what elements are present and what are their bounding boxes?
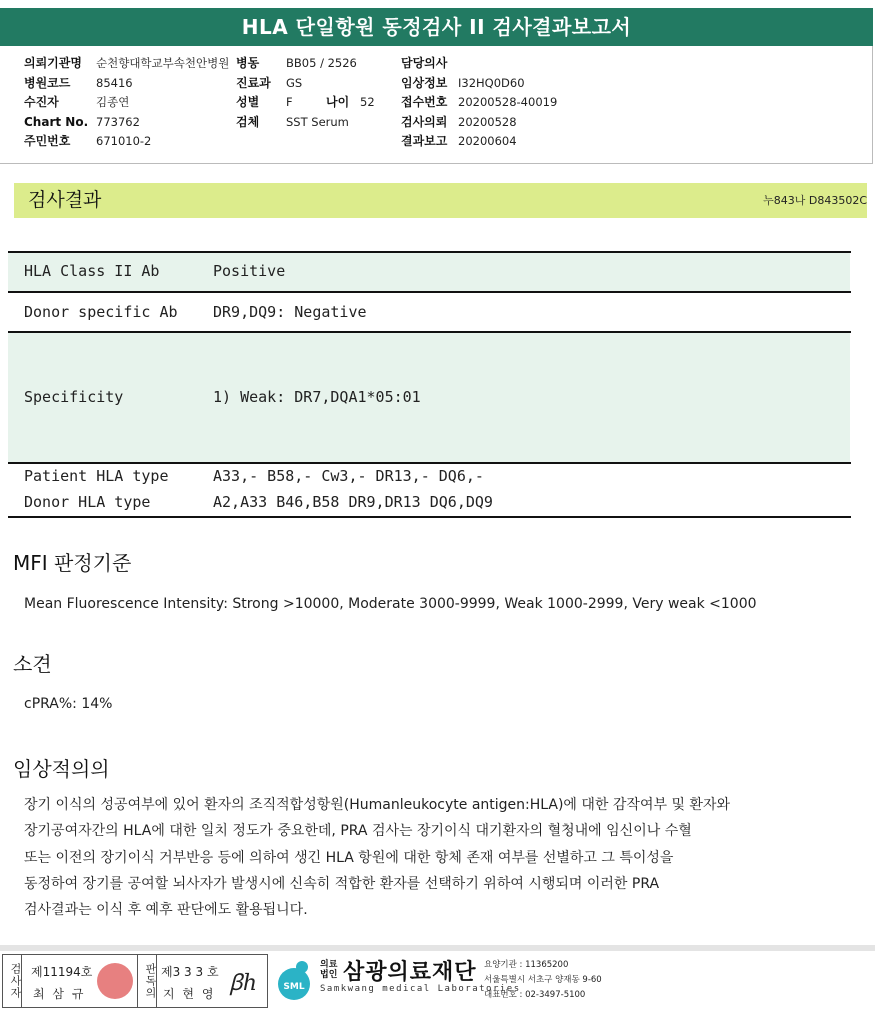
row-value: Positive xyxy=(213,262,286,280)
findings-text: cPRA%: 14% xyxy=(24,696,113,712)
ward-value: BB05 / 2526 xyxy=(286,56,357,70)
examiner-name: 최 삼 규 xyxy=(33,987,86,1001)
department-label: 진료과 xyxy=(236,75,271,90)
row-value: 1) Weak: DR7,DQA1*05:01 xyxy=(213,388,421,406)
org-prefix-line: 의료 xyxy=(320,960,338,970)
chart-no-label: Chart No. xyxy=(24,114,89,129)
examiner-label: 검사자 xyxy=(3,955,22,1007)
row-label: Patient HLA type xyxy=(24,467,169,485)
request-date-label: 검사의뢰 xyxy=(401,114,448,129)
clinical-title: 임상적의의 xyxy=(13,757,110,781)
hospital-value: 순천향대학교부속천안병원 xyxy=(96,56,230,70)
resident-no-label: 주민번호 xyxy=(24,134,71,148)
clinical-line: 장기 이식의 성공여부에 있어 환자의 조직적합성항원(Humanleukocyte antigen:HLA)에 대한 감작여부 및 환자와 xyxy=(24,797,730,813)
mfi-title: MFI 판정기준 xyxy=(13,551,132,575)
row-label: HLA Class II Ab xyxy=(24,262,160,280)
sex-value: F xyxy=(286,95,293,109)
reviewer-label: 판독의 xyxy=(137,955,157,1007)
row-value: A33,- B58,- Cw3,- DR13,- DQ6,- xyxy=(213,467,484,485)
clinical-paragraph xyxy=(24,792,834,923)
table-rule xyxy=(8,251,851,253)
request-date-value: 20200528 xyxy=(458,114,517,129)
doctor-label: 담당의사 xyxy=(401,56,448,70)
hospital-code-label: 병원코드 xyxy=(24,75,71,90)
row-label: Donor specific Ab xyxy=(24,303,178,321)
clinical-info-label: 임상정보 xyxy=(401,75,448,90)
result-section-title: 검사결과 xyxy=(28,189,102,211)
hospital-label: 의뢰기관명 xyxy=(24,56,82,70)
row-value: A2,A33 B46,B58 DR9,DR13 DQ6,DQ9 xyxy=(213,493,493,511)
hospital-code-value: 85416 xyxy=(96,75,133,90)
result-section-bar xyxy=(14,183,867,218)
clinical-line: 또는 이전의 장기이식 거부반응 등에 의하여 생긴 HLA 항원에 대한 항체 존재 여부를 선별하고 그 특이성을 xyxy=(24,849,674,866)
specimen-label: 검체 xyxy=(236,114,260,129)
report-date-label: 결과보고 xyxy=(401,134,448,148)
row-label: Donor HLA type xyxy=(24,493,151,511)
footer-divider xyxy=(0,945,875,951)
ward-label: 병동 xyxy=(236,56,260,70)
specimen-value: SST Serum xyxy=(286,114,349,129)
patient-value: 김종연 xyxy=(96,95,130,109)
signature-box xyxy=(2,954,268,1008)
org-info xyxy=(484,958,602,1003)
org-english-name: Samkwang medical Laboratories xyxy=(320,984,521,994)
clinical-info-value: I32HQ0D60 xyxy=(458,75,525,90)
table-rule xyxy=(8,291,851,293)
org-info-line: 서울특별시 서초구 양재동 9-60 xyxy=(484,975,602,985)
table-rule xyxy=(8,516,851,518)
mfi-text: Mean Fluorescence Intensity: Strong >10000, Moderate 3000-9999, Weak 1000-2999, Very weak <1000 xyxy=(24,596,757,612)
org-info-line: 요양기관 : 11365200 xyxy=(484,960,569,970)
patient-label: 수진자 xyxy=(24,95,59,109)
receipt-no-label: 접수번호 xyxy=(401,95,448,109)
sml-logo-icon xyxy=(272,958,316,1002)
age-label: 나이 xyxy=(326,95,350,109)
reviewer-license: 제3 3 3 호 xyxy=(161,965,219,979)
result-code: 누843나 D843502C xyxy=(763,194,867,207)
clinical-line: 검사결과는 이식 후 예후 판단에도 활용됩니다. xyxy=(24,902,308,919)
row-label: Specificity xyxy=(24,388,124,406)
logo-text: SML xyxy=(283,982,305,992)
findings-title: 소견 xyxy=(13,652,52,676)
clinical-line: 장기공여자간의 HLA에 대한 일치 정도가 중요한데, PRA 검사는 장기이식 대기환자의 혈청내에 임신이나 수혈 xyxy=(24,823,692,840)
chart-no-value: 773762 xyxy=(96,114,140,129)
resident-no-value: 671010-2 xyxy=(96,134,152,148)
receipt-no-value: 20200528-40019 xyxy=(458,95,558,109)
org-prefix-line: 법인 xyxy=(320,970,338,980)
org-prefix xyxy=(320,960,337,980)
table-rule xyxy=(8,462,851,464)
clinical-line: 동정하여 장기를 공여할 뇌사자가 발생시에 신속히 적합한 환자를 선택하기 위하여 시행되며 이러한 PRA xyxy=(24,875,660,892)
reviewer-name: 지 현 영 xyxy=(163,987,216,1001)
row-value: DR9,DQ9: Negative xyxy=(213,303,367,321)
signature-icon: ꞵh xyxy=(229,971,258,996)
report-date-value: 20200604 xyxy=(458,134,517,148)
department-value: GS xyxy=(286,75,303,90)
report-title: HLA 단일항원 동정검사 II 검사결과보고서 xyxy=(0,8,873,46)
seal-icon xyxy=(97,963,133,999)
sex-label: 성별 xyxy=(236,95,260,109)
table-rule xyxy=(8,331,851,333)
table-band-2 xyxy=(8,333,850,462)
examiner-license: 제11194호 xyxy=(31,965,93,979)
org-info-line: 대표번호 : 02-3497-5100 xyxy=(484,990,586,1000)
age-value: 52 xyxy=(360,95,375,109)
org-name: 삼광의료재단 xyxy=(343,960,477,985)
